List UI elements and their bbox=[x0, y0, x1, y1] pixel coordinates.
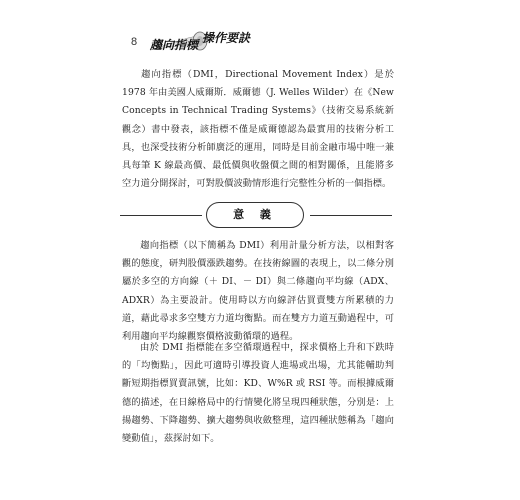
meaning-paragraph-2 bbox=[122, 339, 394, 448]
divider-rule-left bbox=[120, 215, 202, 216]
page-number: 8 bbox=[131, 36, 138, 48]
section-title: 意 義 bbox=[206, 202, 304, 228]
intro-paragraph bbox=[122, 66, 394, 193]
meaning-paragraph-1 bbox=[122, 237, 394, 346]
meaning-paragraph-1-text: 趨向指標（以下簡稱為 DMI）利用計量分析方法，以相對客觀的態度，研判股價漲跌趨勢。在技術線圖的表現上，以二條分別屬於多空的方向線（＋ DI、－ DI）與二條趨向平均線（ADX、ADXR）為主要設計。使用時以方向線評估買賣雙方所累積的力道，藉此尋求多空雙方力道均衡點。而在雙方力道互動過程中，可利用趨向平均線觀察價格波動循環的過程。 bbox=[122, 240, 394, 343]
meaning-paragraph-2-text: 由於 DMI 指標能在多空循環過程中，探求價格上升和下跌時的「均衡點」，因此可適時引導投資人進場或出場，尤其能輔助判斷短期指標買賣訊號，比如：KD、W%R 或 RSI 等。而根據威爾德的描述，在日線格局中的行情變化將呈現四種狀態，分別是：上揚趨勢、下降趨勢、擴大趨勢與收斂整理，這四種狀態稱為「趨向變動值」，茲探討如下。 bbox=[122, 342, 394, 445]
divider-rule-right bbox=[310, 215, 392, 216]
header-title-part-1: 趨向指標 bbox=[150, 38, 199, 52]
intro-paragraph-text: 趨向指標（DMI，Directional Movement Index）是於 1978 年由美國人威爾斯．威爾德（J. Welles Wilder）在《New Concepts in Technical Trading Systems》（技術交易系統新觀念）書中發表，該指標不僅是威爾德認為最實用的技術分析工具，也深受技術分析師廣泛的運用，同時是目前金融市場中唯一兼具每筆 K 線最高價、最低價與收盤價之間的相對關係，且能將多空力道分開探討，可對股價波動情形進行完整性分析的一個指標。 bbox=[122, 69, 394, 190]
section-divider bbox=[120, 202, 392, 228]
header-title-part-2: 操作要訣 bbox=[202, 31, 251, 45]
